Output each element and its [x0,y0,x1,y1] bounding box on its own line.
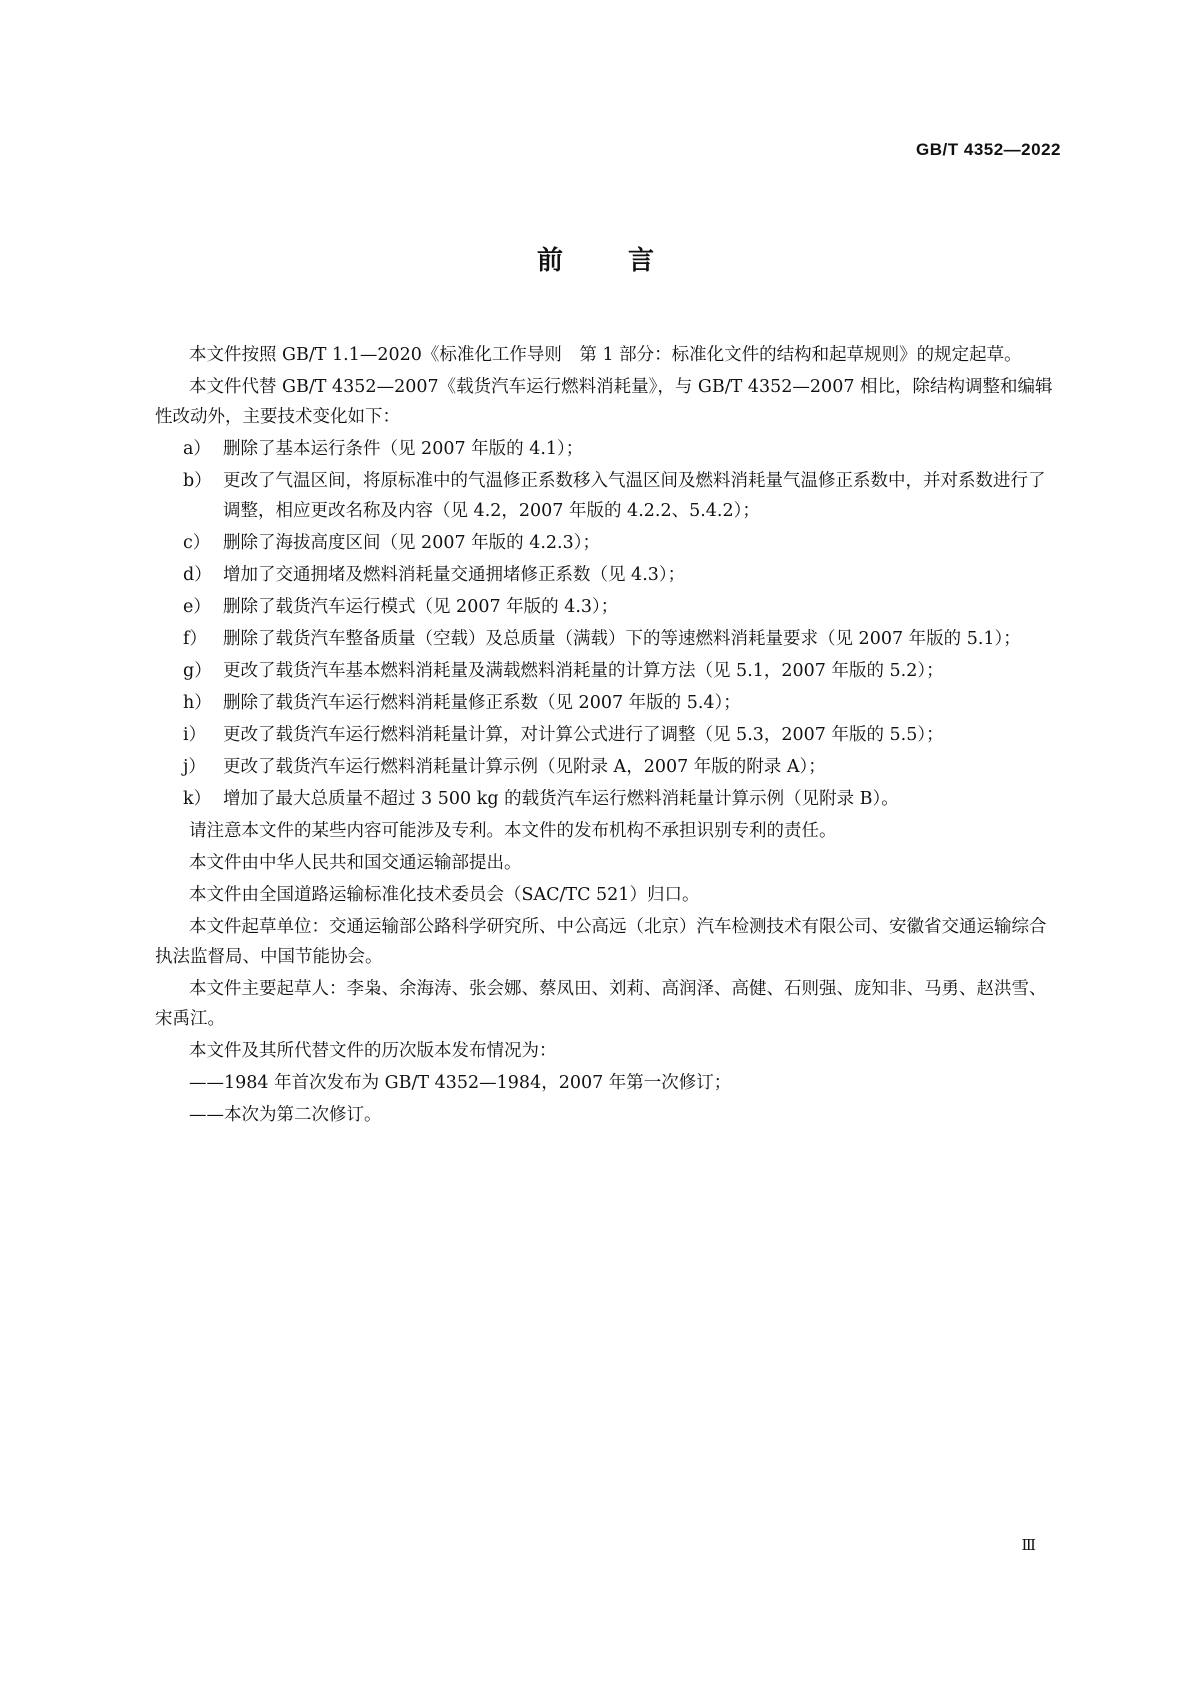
list-item-text: 删除了载货汽车整备质量（空载）及总质量（满载）下的等速燃料消耗量要求（见 2007 年版的 5.1）； [223,629,1021,649]
list-marker: a） [183,439,211,459]
list-item [155,592,1060,622]
list-item [155,656,1060,686]
history-item: ——本次为第二次修订。 [189,1105,382,1125]
list-item-text: 更改了气温区间，将原标准中的气温修正系数移入气温区间及燃料消耗量气温修正系数中，并对系数进行了调整，相应更改名称及内容（见 4.2，2007 年版的 4.2.2、5.4.2）； [223,471,1046,521]
version-history-intro: 本文件及其所代替文件的历次版本发布情况为： [189,1041,557,1061]
list-marker: d） [183,565,212,585]
page-title: 前 言 [536,246,655,276]
drafting-units: 本文件起草单位：交通运输部公路科学研究所、中公高远（北京）汽车检测技术有限公司、安徽省交通运输综合执法监督局、中国节能协会。 [155,917,1047,967]
list-item-text: 删除了海拔高度区间（见 2007 年版的 4.2.3）； [223,533,601,553]
proposer-statement: 本文件由中华人民共和国交通运输部提出。 [189,853,522,873]
list-item [155,528,1060,558]
list-marker: h） [183,693,212,713]
document-number: GB/T 4352—2022 [916,140,1061,159]
list-item [155,784,1060,814]
list-item-text: 增加了最大总质量不超过 3 500 kg 的载货汽车运行燃料消耗量计算示例（见附录 B）。 [223,789,899,809]
history-item: ——1984 年首次发布为 GB/T 4352—1984，2007 年第一次修订； [189,1073,732,1093]
drafters: 本文件主要起草人：李枭、余海涛、张会娜、蔡凤田、刘莉、高润泽、高健、石则强、庞知非、马勇、赵洪雪、宋禹江。 [155,979,1047,1029]
list-marker: b） [183,471,212,491]
list-marker: k） [183,789,212,809]
list-item [155,624,1060,654]
patent-notice: 请注意本文件的某些内容可能涉及专利。本文件的发布机构不承担识别专利的责任。 [189,821,837,841]
list-item-text: 删除了载货汽车运行燃料消耗量修正系数（见 2007 年版的 5.4）； [223,693,741,713]
list-item [155,752,1060,782]
list-marker: g） [183,661,212,681]
list-item-text: 删除了基本运行条件（见 2007 年版的 4.1）； [223,439,584,459]
list-marker: f） [183,629,207,649]
page-number: Ⅲ [1021,1536,1036,1554]
committee-statement: 本文件由全国道路运输标准化技术委员会（SAC/TC 521）归口。 [189,885,700,905]
intro-paragraph: 本文件代替 GB/T 4352—2007《载货汽车运行燃料消耗量》，与 GB/T 4352—2007 相比，除结构调整和编辑性改动外，主要技术变化如下： [155,377,1053,427]
foreword-body [155,340,1060,1132]
list-marker: c） [183,533,211,553]
list-item [155,434,1060,464]
list-item-text: 删除了载货汽车运行模式（见 2007 年版的 4.3）； [223,597,619,617]
list-marker: i） [183,725,207,745]
list-item-text: 增加了交通拥堵及燃料消耗量交通拥堵修正系数（见 4.3）； [223,565,686,585]
list-item [155,720,1060,750]
list-item-text: 更改了载货汽车基本燃料消耗量及满载燃料消耗量的计算方法（见 5.1，2007 年版的 5.2）； [223,661,944,681]
list-marker: e） [183,597,211,617]
technical-changes-list [155,434,1060,814]
list-item-text: 更改了载货汽车运行燃料消耗量计算示例（见附录 A，2007 年版的附录 A）； [223,757,826,777]
list-item [155,560,1060,590]
list-item [155,688,1060,718]
list-item [155,466,1060,526]
intro-paragraph: 本文件按照 GB/T 1.1—2020《标准化工作导则 第 1 部分：标准化文件的结构和起草规则》的规定起草。 [189,345,1022,365]
list-item-text: 更改了载货汽车运行燃料消耗量计算，对计算公式进行了调整（见 5.3，2007 年版的 5.5）； [223,725,944,745]
list-marker: j） [183,757,206,777]
